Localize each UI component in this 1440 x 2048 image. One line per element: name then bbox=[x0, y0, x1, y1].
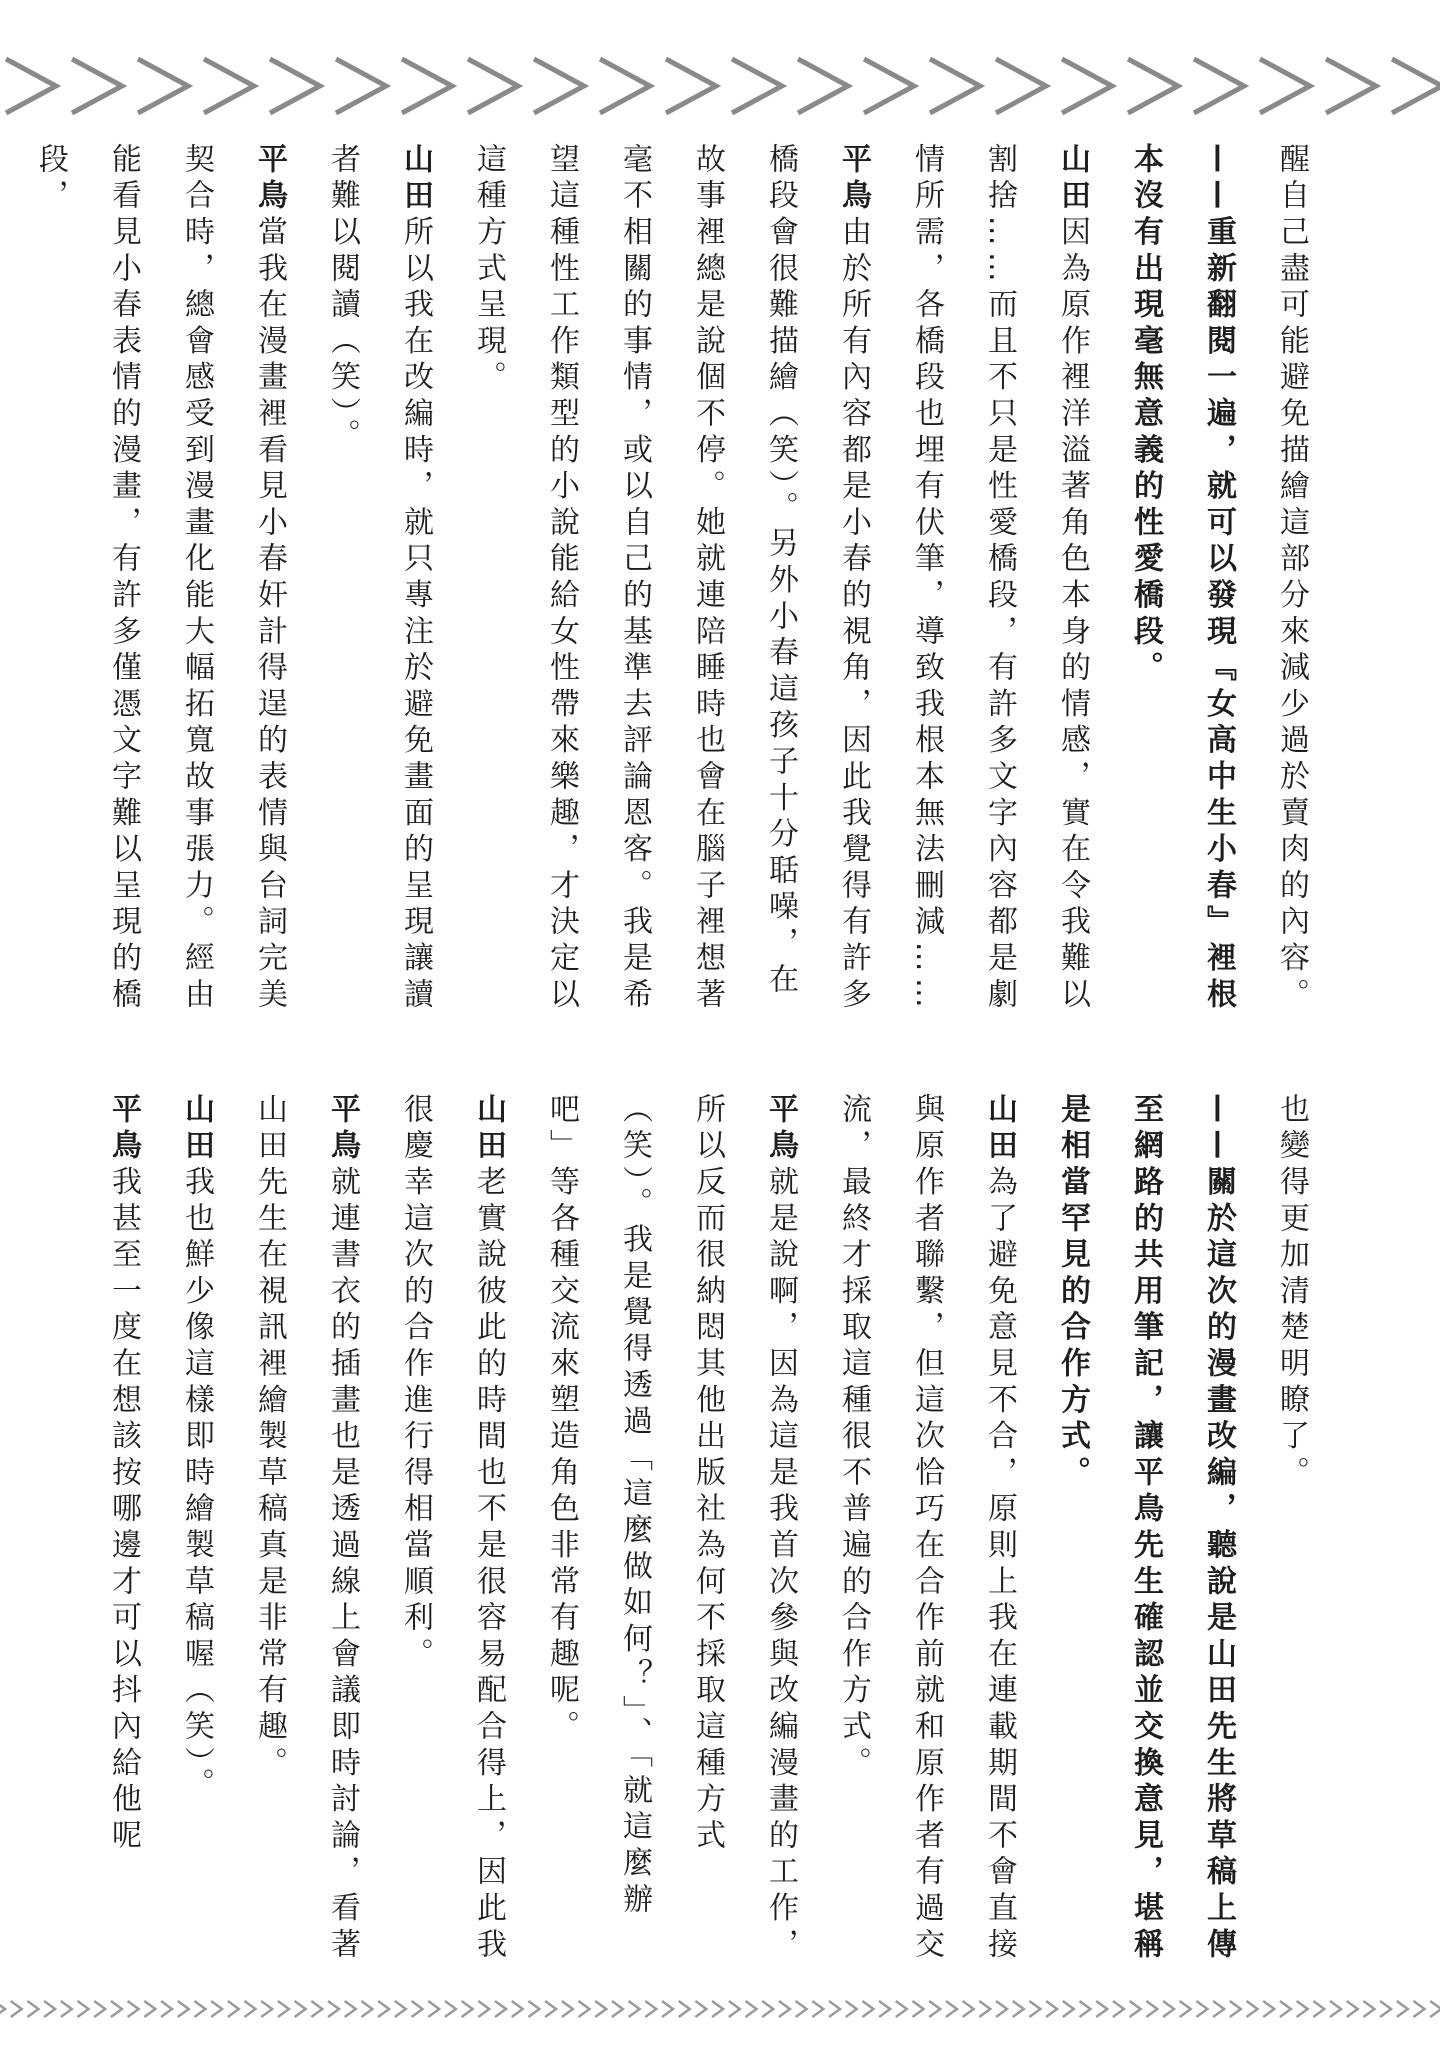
interview-text-bottom bbox=[87, 1093, 1328, 1973]
answer-hiratori bbox=[525, 1093, 817, 1973]
speaker-label: 平鳥 bbox=[252, 143, 287, 216]
speaker-label: 山田 bbox=[398, 143, 433, 216]
speaker-label: 山田 bbox=[982, 1093, 1017, 1166]
interview-question: ——重新翻閱一遍，就可以發現『女高中生小春』裡根本沒有出現毫無意義的性愛橋段。 bbox=[1128, 143, 1236, 1015]
chevron-border-bottom bbox=[0, 1998, 1440, 2020]
interview-text-top bbox=[14, 143, 1328, 1023]
speaker-label: 山田 bbox=[1055, 143, 1090, 216]
speaker-label: 平鳥 bbox=[106, 1093, 141, 1166]
interview-question: ——關於這次的漫畫改編，聽說是山田先生將草稿上傳至網路的共用筆記，讓平鳥先生確認並交換意見，堪稱是相當罕見的合作方式。 bbox=[1055, 1093, 1236, 1965]
answer-text: 就連書衣的插畫也是透過線上會議即時討論，看著山田先生在視訊裡繪製草稿真是非常有趣。 bbox=[252, 1093, 360, 1965]
answer-hiratori bbox=[14, 143, 306, 1023]
answer-text: 我也鮮少像這樣即時繪製草稿喔（笑）。 bbox=[179, 1165, 214, 1805]
answer-yamada bbox=[817, 1093, 1036, 1973]
paragraph-continuation: 也變得更加清楚明瞭了。 bbox=[1274, 1093, 1309, 1493]
speaker-label: 平鳥 bbox=[763, 1093, 798, 1166]
answer-hiratori bbox=[233, 1093, 379, 1973]
speaker-label: 山田 bbox=[471, 1093, 506, 1166]
paragraph-continuation: 醒自己盡可能避免描繪這部分來減少過於賣肉的內容。 bbox=[1274, 143, 1309, 1015]
answer-text: 由於所有內容都是小春的視角，因此我覺得有許多橋段會很難描繪（笑）。另外小春這孩子十分聒噪，在故事裡總是說個不停。她就連陪睡時也會在腦子裡想著毫不相關的事情，或以自己的基準去評論恩客。我是希望這種性工作類型的小說能給女性帶來樂趣，才決定以這種方式呈現。 bbox=[471, 143, 871, 1015]
answer-text: 為了避免意見不合，原則上我在連載期間不會直接與原作者聯繫，但這次恰巧在合作前就和原作者有過交流，最終才採取這種很不普遍的合作方式。 bbox=[836, 1093, 1017, 1965]
answer-text: 我甚至一度在想該按哪邊才可以抖內給他呢 bbox=[106, 1165, 141, 1856]
chevron-border-top bbox=[0, 55, 1440, 117]
answer-yamada bbox=[379, 1093, 525, 1973]
answer-text: 就是說啊，因為這是我首次參與改編漫畫的工作，所以反而很納悶其他出版社為何不採取這種方式（笑）。我是覺得透過「這麼做如何？」、「就這麼辦吧」等各種交流來塑造角色非常有趣呢。 bbox=[544, 1093, 798, 1965]
speaker-label: 平鳥 bbox=[836, 143, 871, 216]
answer-yamada bbox=[160, 1093, 233, 1973]
answer-text: 老實說彼此的時間也不是很容易配合得上，因此我很慶幸這次的合作進行得相當順利。 bbox=[398, 1093, 506, 1965]
speaker-label: 山田 bbox=[179, 1093, 214, 1166]
answer-text: 當我在漫畫裡看見小春奸計得逞的表情與台詞完美契合時，總會感受到漫畫化能大幅拓寬故事張力。經由能看見小春表情的漫畫，有許多僅憑文字難以呈現的橋段， bbox=[33, 143, 287, 1015]
answer-hiratori bbox=[452, 143, 890, 1023]
answer-text: 因為原作裡洋溢著角色本身的情感，實在令我難以割捨……而且不只是性愛橋段，有許多文字內容都是劇情所需，各橋段也埋有伏筆，導致我根本無法刪減…… bbox=[909, 143, 1090, 1015]
answer-hiratori bbox=[87, 1093, 160, 1973]
speaker-label: 平鳥 bbox=[325, 1093, 360, 1166]
answer-yamada bbox=[306, 143, 452, 1023]
answer-yamada bbox=[890, 143, 1109, 1023]
answer-text: 所以我在改編時，就只專注於避免畫面的呈現讓讀者難以閱讀（笑）。 bbox=[325, 143, 433, 1015]
